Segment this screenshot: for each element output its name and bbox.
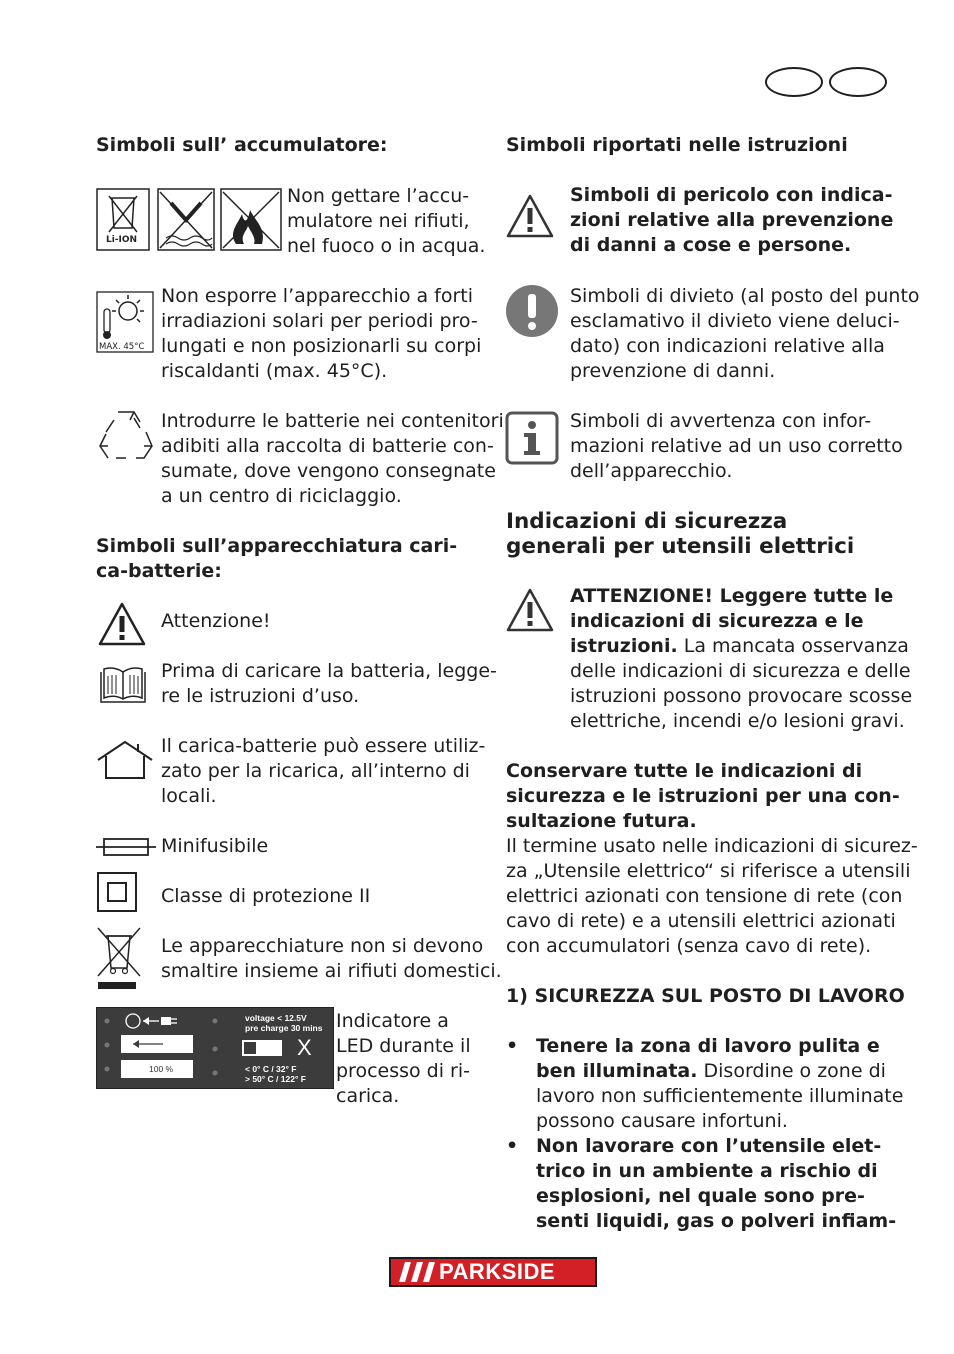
list-item: • Tenere la zona di lavoro pulita e ben illuminata. Disordine o zone di lavoro non sufficientemente illuminate possono causare infortuni. bbox=[506, 1035, 904, 1132]
attention-triangle-icon bbox=[505, 587, 555, 633]
weee-crossed-bin-icon bbox=[96, 926, 142, 992]
indoor-use-house-icon bbox=[96, 740, 154, 780]
info-text: Simboli di avvertenza con infor- mazioni relative ad un uso corretto dell’apparecchio. bbox=[570, 410, 903, 482]
danger-text: Simboli di pericolo con indica- zioni relative alla prevenzione di danni a cose e persone. bbox=[570, 184, 894, 256]
fuse-text: Minifusibile bbox=[161, 835, 269, 857]
prohibition-text: Simboli di divieto (al posto del punto esclamativo il divieto viene deluci- dato) con indicazioni relative alla prevenzione di danni. bbox=[570, 285, 920, 382]
section-title-charger-symbols: Simboli sull’apparecchiatura cari- ca-batterie: bbox=[96, 535, 458, 582]
li-ion-label: Li-ION bbox=[106, 235, 138, 245]
indoor-text: Il carica-batterie può essere utiliz- zato per la ricarica, all’interno di locali. bbox=[161, 735, 486, 807]
manual-text: Prima di caricare la batteria, legge- re le istruzioni d’uso. bbox=[161, 660, 497, 707]
workplace-bullet-list bbox=[506, 1034, 906, 1234]
attention-text: Attenzione! bbox=[161, 610, 271, 632]
parkside-logo bbox=[389, 1257, 597, 1287]
recycle-icon bbox=[96, 406, 156, 464]
workplace-safety-title: 1) SICUREZZA SUL POSTO DI LAVORO bbox=[506, 985, 905, 1007]
led-x-mark: X bbox=[297, 1035, 312, 1060]
brand-name: PARKSIDE bbox=[439, 1259, 556, 1284]
keep-instructions-paragraph: Conservare tutte le indicazioni di sicurezza e le istruzioni per una con- sultazione futura. Il termine usato nelle indicazioni di sicurez- za „Utensile elettrico“ si riferisce a utensili elettrici azionati con tensione di rete (con cavo di rete) e a utensili elettrici azionati con accumulatori (senza cavo di rete). bbox=[506, 760, 918, 957]
danger-triangle-icon bbox=[505, 193, 555, 239]
sun-text: Non esporre l’apparecchio a forti irradiazioni solari per periodi pro- lungati e non posizionarli su corpi riscaldanti (max. 45°C). bbox=[161, 285, 482, 382]
prohibition-circle-icon bbox=[505, 284, 559, 338]
disposal-text: Non gettare l’accu- mulatore nei rifiuti, nel fuoco o in acqua. bbox=[287, 185, 486, 257]
section-title-instruction-symbols: Simboli riportati nelle istruzioni bbox=[506, 134, 848, 156]
led-temp-text: < 0° C / 32° F > 50° C / 122° F bbox=[245, 1064, 306, 1084]
protection-class-ii-icon bbox=[97, 872, 137, 912]
warning-triangle-icon bbox=[97, 601, 147, 647]
led-percent-label: 100 % bbox=[149, 1064, 174, 1074]
weee-text: Le apparecchiature non si devono smaltire insieme ai rifiuti domestici. bbox=[161, 935, 502, 982]
led-indicator-panel bbox=[96, 1007, 334, 1089]
list-item: • Non lavorare con l’utensile elet- trico in un ambiente a rischio di esplosioni, nel quale sono pre- senti liquidi, gas o polveri infiam- bbox=[506, 1135, 897, 1232]
attention-paragraph: ATTENZIONE! Leggere tutte le indicazioni di sicurezza e le istruzioni. La mancata osservanza delle indicazioni di sicurezza e delle istruzioni possono provocare scosse elettriche, incendi e/o lesioni gravi. bbox=[570, 585, 913, 732]
led-voltage-text: voltage < 12.5V pre charge 30 mins bbox=[245, 1013, 323, 1033]
recycle-text: Introdurre le batterie nei contenitori adibiti alla raccolta di batterie con- sumate, dove vengono consegnate a un centro di riciclaggio. bbox=[161, 410, 504, 507]
fuse-icon bbox=[96, 837, 156, 857]
info-icon bbox=[505, 411, 559, 465]
section-title-battery-symbols: Simboli sull’ accumulatore: bbox=[96, 134, 388, 156]
class2-text: Classe di protezione II bbox=[161, 885, 371, 907]
language-badge-2 bbox=[829, 67, 887, 97]
led-text: Indicatore a LED durante il processo di ri- carica. bbox=[336, 1010, 471, 1107]
max-temp-label: MAX. 45°C bbox=[99, 342, 145, 352]
language-badge-1 bbox=[765, 67, 823, 97]
manual-book-icon bbox=[98, 666, 148, 706]
safety-heading: Indicazioni di sicurezza generali per utensili elettrici bbox=[506, 509, 855, 559]
